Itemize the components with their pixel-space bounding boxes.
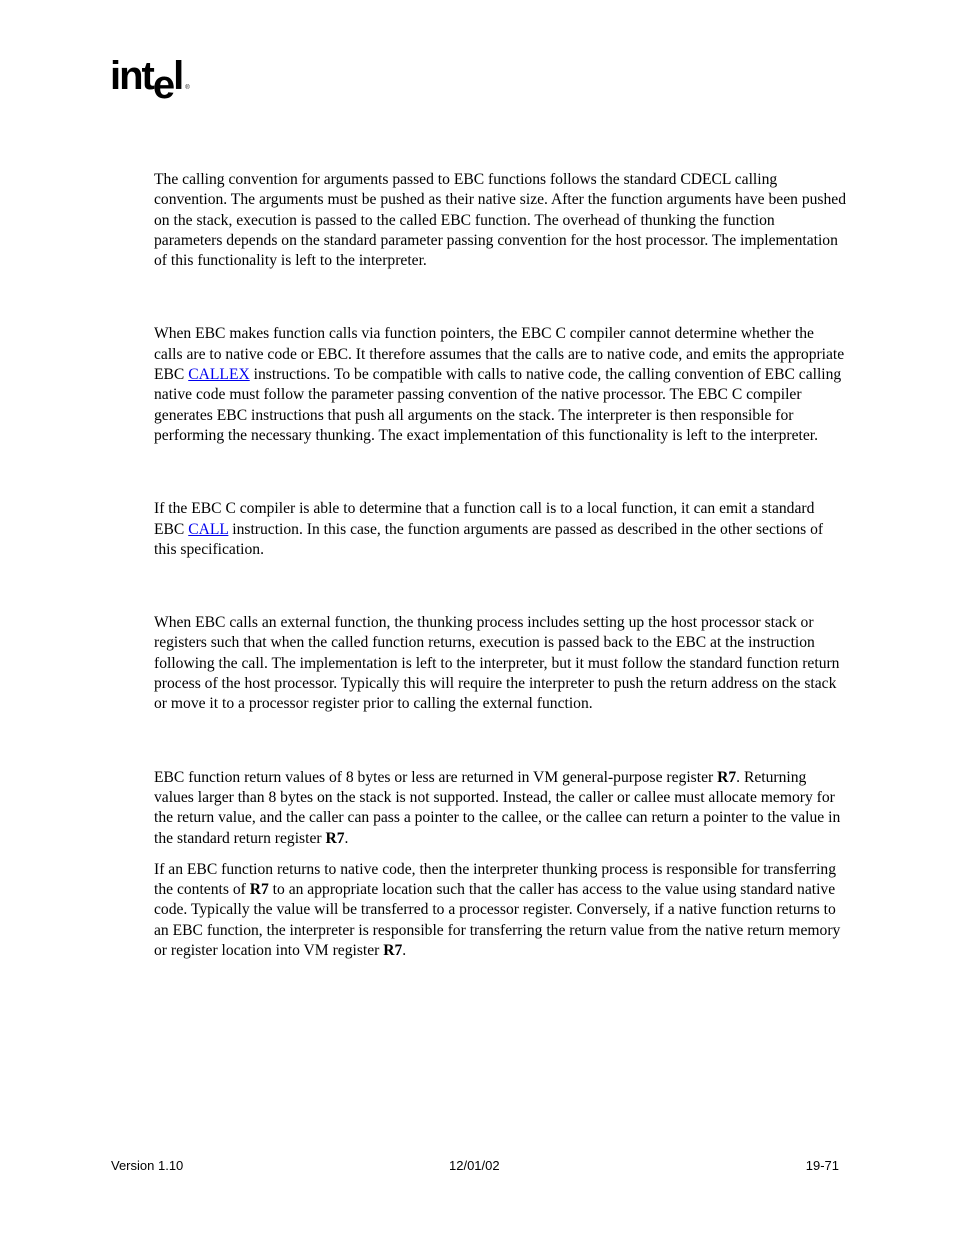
page-footer bbox=[111, 1158, 839, 1176]
register-r7: R7 bbox=[325, 829, 345, 847]
logo-text-int: int bbox=[110, 54, 153, 98]
paragraph-local-function bbox=[154, 499, 846, 560]
paragraph-function-pointers bbox=[154, 324, 846, 446]
paragraph-calling-convention: The calling convention for arguments passed to EBC functions follows the standard CDECL calling convention. The arguments must be pushed as their native size. After the function arguments have been pushed on the stack, execution is passed to the called EBC function. The overhead of thunking the function parameters depends on the standard parameter passing convention for the host processor. The implementation of this functionality is left to the interpreter. bbox=[154, 171, 847, 270]
paragraph-external-function: When EBC calls an external function, the thunking process includes setting up the host processor stack or registers such that when the called function returns, execution is passed back to the EBC at the instruction following the call. The implementation is left to the interpreter, but it must follow the standard function return process of the host processor. Typically this will require the interpreter to push the return address on the stack or move it to a processor register prior to calling the external function. bbox=[154, 614, 840, 713]
paragraph-return-values bbox=[154, 768, 846, 849]
text-span: When EBC makes function calls via function pointers, the EBC C compiler cannot determine whether the calls are to native code or EBC. It therefore assumes that the calls are to native code, and emits the appropriate EBC bbox=[154, 325, 845, 384]
paragraph-native-returns bbox=[154, 860, 846, 961]
register-r7: R7 bbox=[717, 768, 737, 786]
callex-link[interactable]: CALLEX bbox=[188, 366, 250, 384]
text-span: If the EBC C compiler is able to determine that a function call is to a local function, it can emit a standard EBC bbox=[154, 500, 815, 538]
logo-text-l: l bbox=[173, 54, 183, 98]
footer-date: 12/01/02 bbox=[449, 1158, 500, 1173]
document-body bbox=[154, 170, 846, 961]
logo-registered-mark: ® bbox=[185, 85, 190, 91]
text-span: EBC function return values of 8 bytes or less are returned in VM general-purpose register bbox=[154, 768, 718, 786]
register-r7: R7 bbox=[249, 881, 269, 899]
text-span: Returning values larger than 8 bytes on the stack is not supported. Instead, the caller or callee must allocate memory for the return value, and the caller can pass a pointer to the callee, or the callee can return a pointer to the value in the standard return register bbox=[154, 768, 841, 847]
text-span: . bbox=[736, 768, 744, 786]
text-span: . bbox=[344, 829, 349, 847]
text-span: to an appropriate location such that the caller has access to the value using standard native code. Typically the value will be transferred to a processor register. Conversely, if a native function returns to an EBC function, the interpreter is responsible for transferring the return value from the native return memory or register location into VM register bbox=[154, 881, 841, 960]
intel-logo bbox=[110, 54, 190, 107]
call-link[interactable]: CALL bbox=[188, 520, 229, 538]
text-span: instructions. To be compatible with calls to native code, the calling convention of EBC calling native code must follow the parameter passing convention of the native processor. The EBC C compiler generates EBC instructions that push all arguments on the stack. The interpreter is then responsible for performing the necessary thunking. The exact implementation of this functionality is left to the interpreter. bbox=[154, 366, 842, 444]
text-span: instruction. In this case, the function arguments are passed as described in the other sections of this specification. bbox=[154, 520, 824, 558]
register-r7: R7 bbox=[383, 942, 403, 960]
logo-text-e: e bbox=[152, 63, 174, 107]
footer-page-number: 19-71 bbox=[805, 1158, 839, 1173]
footer-version: Version 1.10 bbox=[111, 1158, 184, 1173]
text-span: If an EBC function returns to native code, then the interpreter thunking process is responsible for transferring the contents of bbox=[154, 860, 837, 899]
text-span: . bbox=[402, 942, 407, 960]
